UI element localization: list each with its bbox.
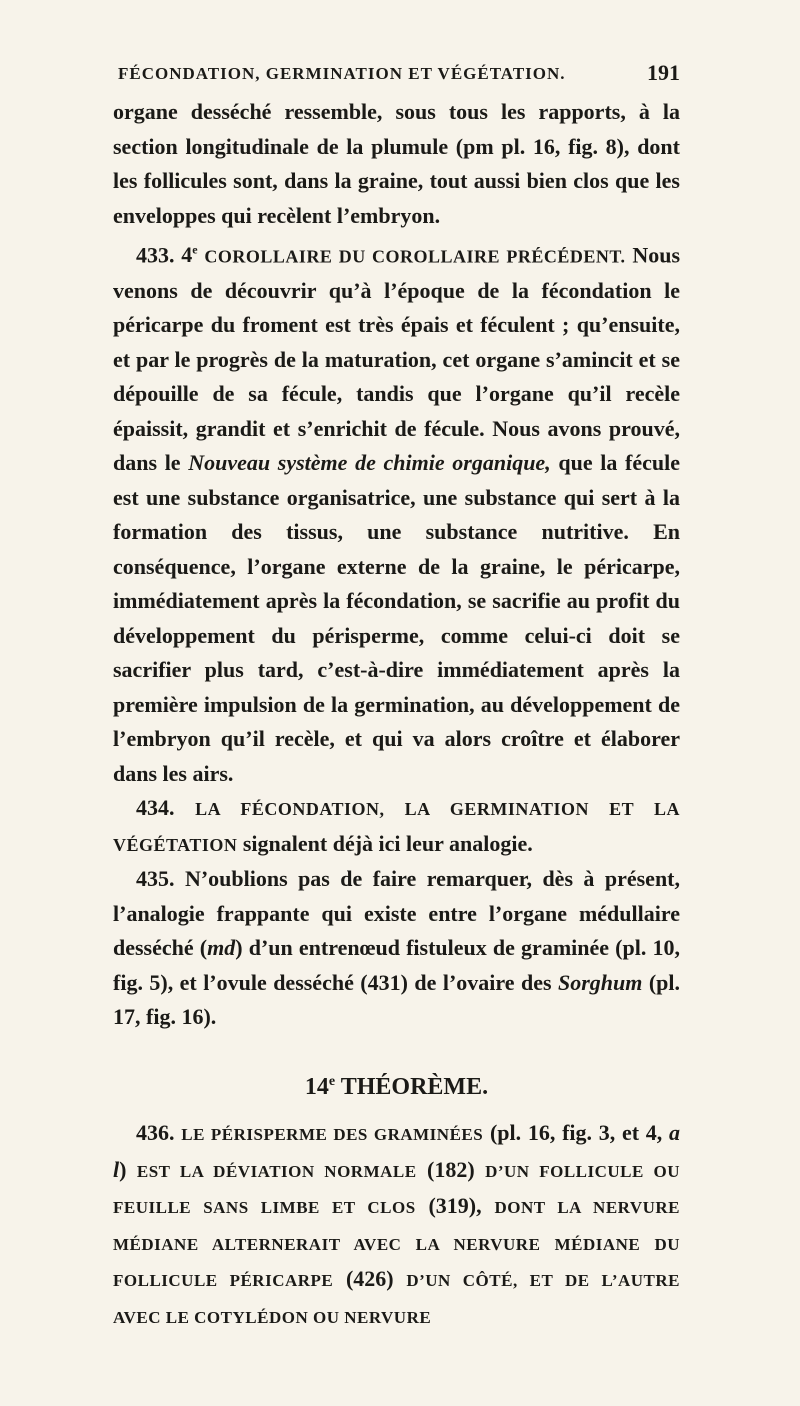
paragraph-continuation	[113, 95, 680, 233]
paragraph-435	[113, 862, 680, 1035]
paragraph-heading: COROLLAIRE DU COROLLAIRE PRÉCÉDENT.	[204, 246, 626, 267]
section-ref: (182)	[427, 1156, 475, 1182]
paragraph-number: 436.	[136, 1120, 175, 1146]
ordinal: 4e	[181, 242, 198, 268]
paragraph-433	[113, 233, 680, 791]
paragraph-text: N’oublions pas de faire remarquer, dès à présent, l’analogie frappante qui existe entre l’organe médullaire desséché (	[113, 866, 681, 961]
paragraph-text: Nous venons de découvrir qu’à l’époque de la fécondation le péricarpe du froment est très épais et féculent ; qu’ensuite, et par le progrès de la maturation, cet organe s’amincit et se dépouille de sa fécule, tandis que l’organe qu’il recèle épaissit, grandit et s’enrichit de fécule. Nous avons prouvé, dans le	[113, 242, 681, 476]
figure-ref-italic: a l	[113, 1120, 681, 1182]
abbrev-italic: md	[207, 935, 236, 961]
paragraph-text-continued: que la fécule est une substance organisatrice, une substance qui sert à la formation des tissus, une substance nutritive. En conséquence, l’organe externe de la graine, le péricarpe, immédiatement après la fécondation, se sacrifie au profit du développement du périsperme, comme celui-ci doit se sacrifier plus tard, c’est-à-dire immédiatement après la première impulsion de la germination, au développement de l’embryon qu’il recèle, et qui va alors croître et élaborer dans les airs.	[113, 450, 681, 786]
theorem-ordinal-sup: e	[328, 1073, 336, 1089]
book-title-italic: Nouveau système de chimie organique,	[188, 450, 551, 476]
paragraph-number: 435.	[136, 866, 175, 892]
paragraph-text-continued: ) d’un entrenœud fistuleux de graminée (pl. 10, fig. 5), et l’ovule desséché (431) de l’ovaire des	[113, 935, 680, 995]
running-title: FÉCONDATION, GERMINATION ET VÉGÉTATION.	[118, 64, 566, 83]
heading-part-d: DONT LA NERVURE MÉDIANE ALTERNERAIT AVEC LA NERVURE MÉDIANE DU FOLLICULE PÉRICARPE	[113, 1198, 681, 1291]
paragraph-heading: LA FÉCONDATION, LA GERMINATION ET LA VÉGÉTATION	[113, 799, 680, 855]
paragraph-number: 434.	[136, 795, 175, 821]
section-ref: (426)	[345, 1266, 394, 1292]
running-head	[118, 60, 680, 90]
heading-part-c: D’UN FOLLICULE OU FEUILLE SANS LIMBE ET CLOS	[113, 1161, 680, 1218]
heading-part-a: LE PÉRISPERME DES GRAMINÉES	[181, 1125, 484, 1145]
paragraph-text-end: (pl. 17, fig. 16).	[113, 969, 681, 1030]
paragraph-434	[113, 791, 680, 862]
genus-italic: Sorghum	[557, 969, 643, 995]
theorem-heading	[113, 1065, 680, 1105]
heading-part-b: EST LA DÉVIATION NORMALE	[136, 1161, 417, 1181]
theorem-ordinal: 14	[304, 1073, 329, 1100]
theorem-title: THÉORÈME.	[340, 1073, 489, 1100]
figure-ref: (pl. 16, fig. 3, et 4,	[489, 1120, 663, 1146]
figure-ref-close: )	[119, 1156, 127, 1182]
heading-part-e: D’UN CÔTÉ, ET DE L’AUTRE AVEC LE COTYLÉDON OU NERVURE	[113, 1271, 680, 1327]
page-number: 191	[647, 60, 680, 85]
paragraph-436	[113, 1116, 680, 1335]
page-body	[113, 95, 680, 1335]
paragraph-text: organe desséché ressemble, sous tous les rapports, à la section longitudinale de la plumule (pm pl. 16, fig. 8), dont les follicules sont, dans la graine, tout aussi bien clos que les enveloppes qui recèlent l’embryon.	[113, 99, 680, 228]
paragraph-number: 433.	[136, 242, 175, 268]
section-ref: (319),	[428, 1193, 482, 1219]
paragraph-text: signalent déjà ici leur analogie.	[242, 830, 533, 856]
